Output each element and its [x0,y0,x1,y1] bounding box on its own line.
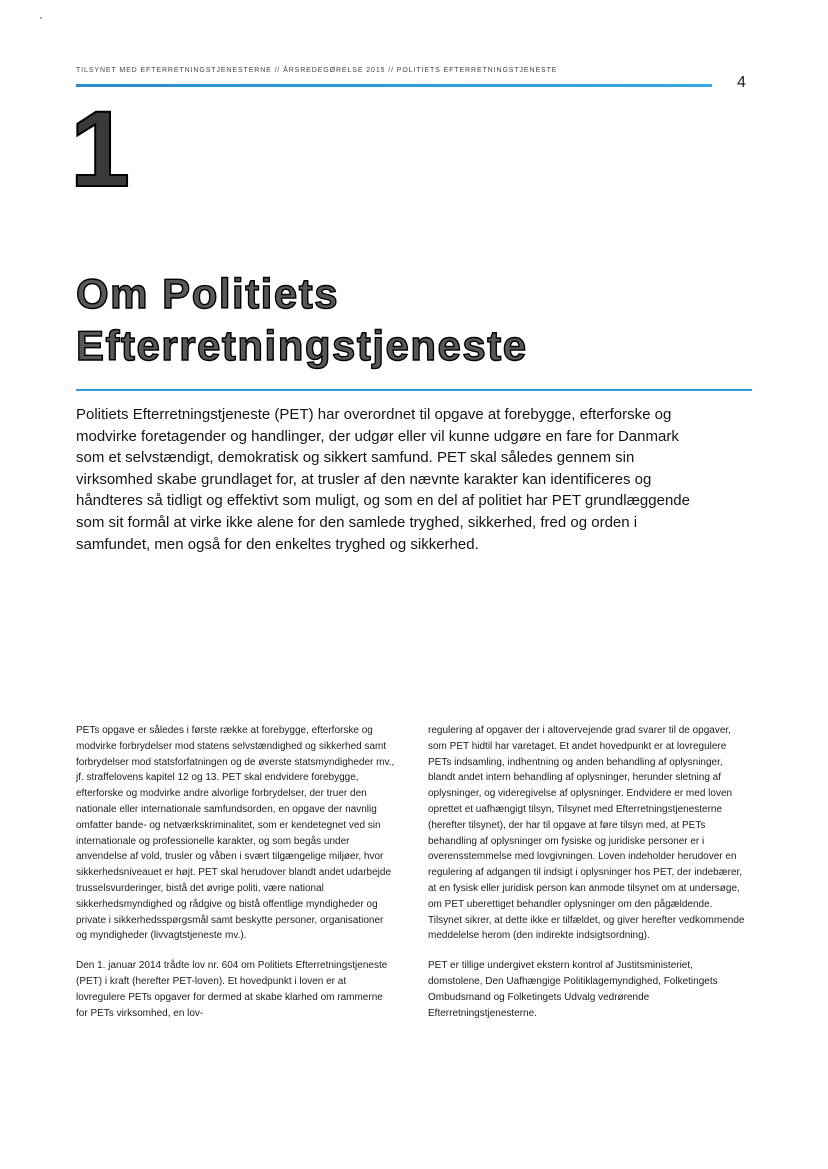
body-column-right [428,723,748,1035]
page-number: 4 [737,74,746,91]
chapter-number: 1 [70,88,131,209]
header-rule [76,84,712,87]
scan-speck [40,17,42,19]
body-paragraph: PET er tillige undergivet ekstern kontrol af Justitsministeriet, domstolene, Den Uafhængige Politiklagemyndighed, Folketingets Ombudsmand og Folketingets Udvalg vedrørende Efterretningstjenesterne. [428,960,718,1019]
chapter-title-line2: Efterretningstjeneste [76,322,528,369]
chapter-title [76,268,716,372]
running-head: TILSYNET MED EFTERRETNINGSTJENESTERNE // ÅRSREDEGØRELSE 2015 // POLITIETS EFTERRETNINGSTJENESTE [76,67,558,74]
body-paragraph: PETs opgave er således i første række at forebygge, efterforske og modvirke forbrydelser mod statens selvstændighed og sikkerhed samt forbrydelser mod statsforfatningen og de øverste statsmyndigheder mv., jf. straffelovens kapitel 12 og 13. PET skal endvidere forebygge, efterforske og modvirke andre alvorlige forbrydelser, der truer den nationale eller internationale samfundsorden, en opgave der navnlig omfatter bande- og netværkskriminalitet, som er kendetegnet ved sin internationale og professionelle karakter, og som begås under anvendelse af vold, trusler og våben i svært tilgængelige miljøer, hvor sikkerhedsniveauet er højt. PET skal herudover blandt andet udarbejde trusselsvurderinger, bistå det øvrige politi, være national sikkerhedsmyndighed og rådgive og bistå offentlige myndigheder og private i sikkerhedsspørgsmål samt beskytte personer, organisationer og myndigheder (livvagtstjeneste mv.). [76,725,395,942]
body-paragraph: regulering af opgaver der i altovervejende grad svarer til de opgaver, som PET hidtil har varetaget. Et andet hovedpunkt er at lovregulere PETs indsamling, indhentning og anden behandling af oplysninger, blandt andet intern behandling af oplysninger, herunder sletning af oplysninger, og videregivelse af oplysninger. Endvidere er med loven oprettet et uafhængigt tilsyn, Tilsynet med Efterretningstjenesterne (herefter tilsynet), der har til opgave at føre tilsyn med, at PETs behandling af oplysninger om fysiske og juridiske personer er i overensstemmelse med lovgivningen. Loven indeholder herudover en regulering af adgangen til indsigt i oplysninger hos PET, der indebærer, at en fysisk eller juridisk person kan anmode tilsynet om at undersøge, om PET uberettiget behandler oplysninger om den pågældende. Tilsynet sikrer, at dette ikke er tilfældet, og giver herefter vedkommende meddelelse herom (den indirekte indsigtsordning). [428,725,745,942]
body-paragraph: Den 1. januar 2014 trådte lov nr. 604 om Politiets Efterretningstjeneste (PET) i kraft (herefter PET-loven). Et hovedpunkt i loven er at lovregulere PETs opgaver for dermed at skabe klarhed om rammerne for PETs virksomhed, en lov- [76,960,388,1019]
title-rule [76,389,752,391]
chapter-title-line1: Om Politiets [76,270,340,317]
intro-paragraph: Politiets Efterretningstjeneste (PET) har overordnet til opgave at forebygge, efterforske og modvirke foretagender og handlinger, der udgør eller vil kunne udgøre en fare for Danmark som et selvstændigt, demokratisk og sikkert samfund. PET skal således gennem sin virksomhed skabe grundlaget for, at trusler af den nævnte karakter kan identificeres og håndteres så tidligt og effektivt som muligt, og som en del af politiet har PET grundlæggende som sit formål at virke ikke alene for den samlede tryghed, sikkerhed, fred og orden i samfundet, men også for den enkeltes tryghed og sikkerhed. [76,406,690,553]
body-column-left [76,723,396,1035]
